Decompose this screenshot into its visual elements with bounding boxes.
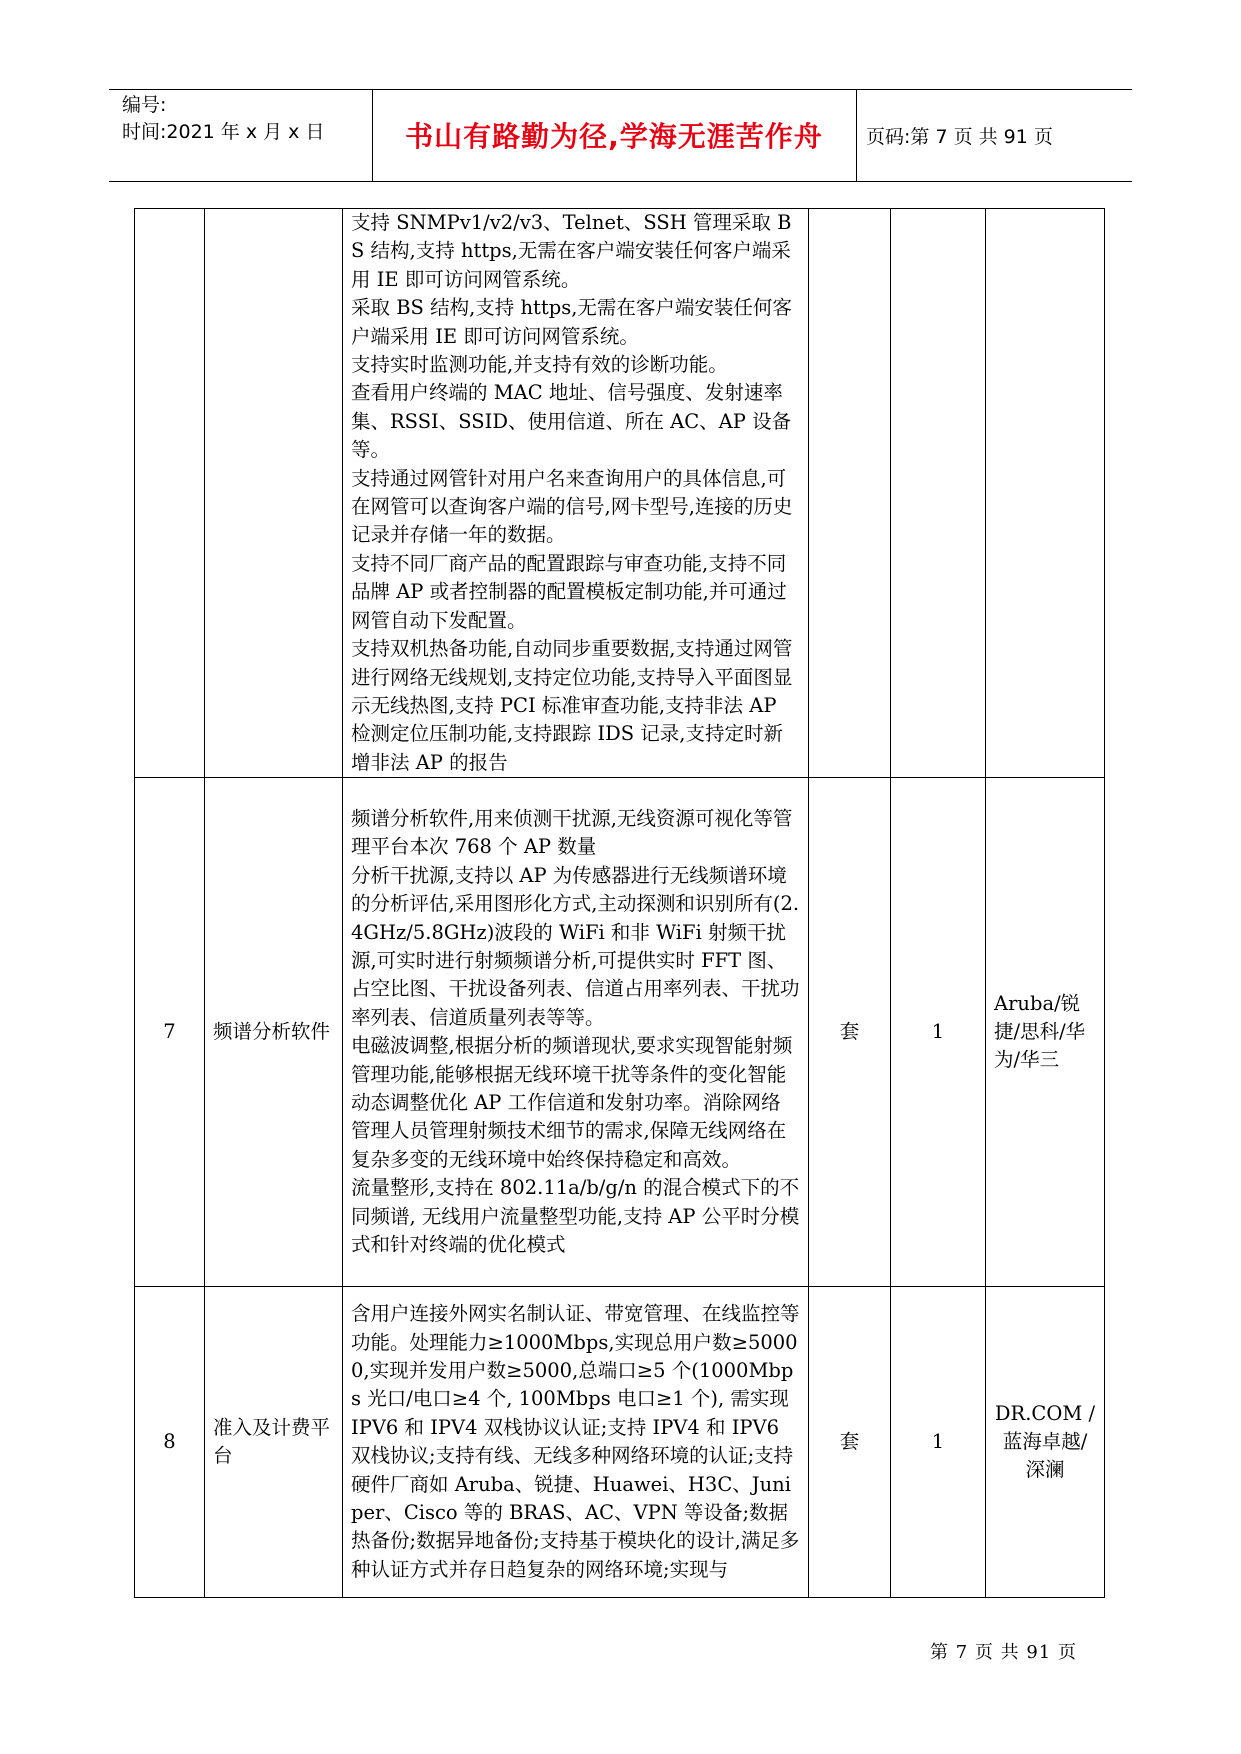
- spec-paragraph: 频谱分析软件,用来侦测干扰源,无线资源可视化等管理平台本次 768 个 AP 数量: [351, 806, 793, 859]
- unit-cell: 套: [809, 1287, 891, 1598]
- doc-number-label: 编号:: [122, 94, 167, 116]
- quantity-cell: 1: [891, 778, 986, 1287]
- spec-paragraph: 支持 SNMPv1/v2/v3、Telnet、SSH 管理采取 BS 结构,支持 https,无需在客户端安装任何客户端采用 IE 即可访问网管系统。: [351, 211, 792, 291]
- spec-paragraph: 含用户连接外网实名制认证、带宽管理、在线监控等功能。处理能力≥1000Mbps,实现总用户数≥50000,实现并发用户数≥5000,总端口≥5 个(1000Mbps 光口/电口≥4 个, 100Mbps 电口≥1 个), 需实现 IPV6 和 IPV4 双栈协议认证;支持 IPV4 和 IPV6 双栈协议;支持有线、无线多种网络环境的认证;支持硬件厂商如 Aruba、锐捷、Huawei、H3C、Juniper、Cisco 等的 BRAS、AC、VPN 等设备;数据热备份;数据异地备份;支持基于模块化的设计,满足多种认证方式并存日趋复杂的网络环境;实现与: [351, 1302, 800, 1581]
- spec-paragraph: 支持通过网管针对用户名来查询用户的具体信息,可在网管可以查询客户端的信号,网卡型号,连接的历史记录并存储一年的数据。: [351, 466, 793, 547]
- item-name-cell: [205, 209, 343, 778]
- table-row: [135, 1287, 1105, 1598]
- unit-cell: 套: [809, 778, 891, 1287]
- spec-description-cell: [343, 778, 809, 1287]
- page-footer: 第 7 页 共 91 页: [930, 1642, 1077, 1663]
- row-number-cell: 8: [135, 1287, 205, 1598]
- spec-description-cell: [343, 209, 809, 778]
- spec-paragraph: 采取 BS 结构,支持 https,无需在客户端安装任何客户端采用 IE 即可访问网管系统。: [351, 296, 792, 348]
- table-row: [135, 209, 1105, 778]
- header-page-info: 页码:第 7 页 共 91 页: [866, 125, 1053, 148]
- header-motto: 书山有路勤为径,学海无涯苦作舟: [405, 120, 823, 153]
- item-name-cell: 准入及计费平台: [205, 1287, 343, 1598]
- brand-cell: [986, 209, 1105, 778]
- table-row: [135, 778, 1105, 1287]
- spec-description-cell: [343, 1287, 809, 1598]
- row-number-cell: 7: [135, 778, 205, 1287]
- brand-cell: DR.COM /蓝海卓越/深澜: [986, 1287, 1105, 1598]
- spec-paragraph: 电磁波调整,根据分析的频谱现状,要求实现智能射频管理功能,能够根据无线环境干扰等条件的变化智能动态调整优化 AP 工作信道和发射功率。消除网络管理人员管理射频技术细节的需求,保障无线网络在复杂多变的无线环境中始终保持稳定和高效。: [351, 1034, 793, 1171]
- spec-paragraph: 支持实时监测功能,并支持有效的诊断功能。: [351, 353, 728, 377]
- brand-cell: Aruba/锐捷/思科/华为/华三: [986, 778, 1105, 1287]
- header-divider: [856, 89, 857, 181]
- header-meta: [122, 92, 362, 146]
- doc-time-label: 时间:2021 年 x 月 x 日: [122, 121, 325, 143]
- row-number-cell: [135, 209, 205, 778]
- spec-paragraph: 查看用户终端的 MAC 地址、信号强度、发射速率集、RSSI、SSID、使用信道、所在 AC、AP 设备等。: [351, 381, 792, 462]
- spec-paragraph: 支持不同厂商产品的配置跟踪与审查功能,支持不同品牌 AP 或者控制器的配置模板定制功能,并可通过网管自动下发配置。: [351, 551, 787, 632]
- item-name-cell: 频谱分析软件: [205, 778, 343, 1287]
- quantity-cell: 1: [891, 1287, 986, 1598]
- spec-paragraph: 支持双机热备功能,自动同步重要数据,支持通过网管进行网络无线规划,支持定位功能,支持导入平面图显示无线热图,支持 PCI 标准审查功能,支持非法 AP 检测定位压制功能,支持跟踪 IDS 记录,支持定时新增非法 AP 的报告: [351, 637, 793, 774]
- spec-paragraph: 流量整形,支持在 802.11a/b/g/n 的混合模式下的不同频谱, 无线用户流量整型功能,支持 AP 公平时分模式和针对终端的优化模式: [351, 1176, 800, 1256]
- unit-cell: [809, 209, 891, 778]
- quantity-cell: [891, 209, 986, 778]
- spec-paragraph: 分析干扰源,支持以 AP 为传感器进行无线频谱环境的分析评估,采用图形化方式,主动探测和识别所有(2.4GHz/5.8GHz)波段的 WiFi 和非 WiFi 射频干扰源,可实时进行射频频谱分析,可提供实时 FFT 图、占空比图、干扰设备列表、信道占用率列表、干扰功率列表、信道质量列表等等。: [351, 863, 800, 1029]
- header-bottom-rule: [109, 181, 1132, 182]
- spec-table: [134, 208, 1105, 1598]
